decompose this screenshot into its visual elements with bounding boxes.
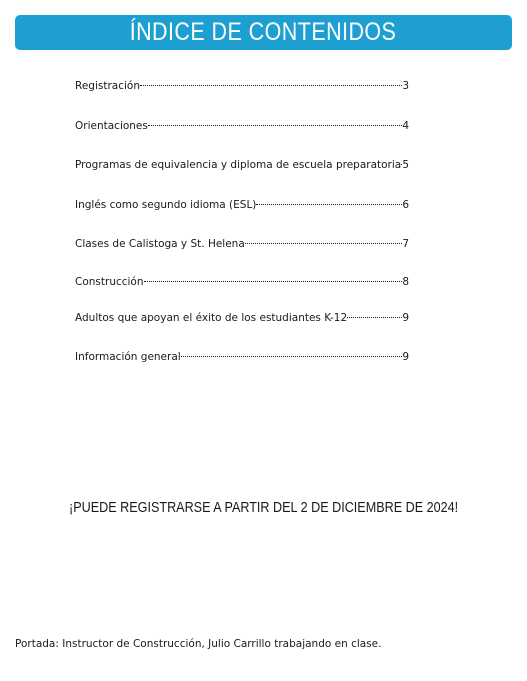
toc-entry[interactable] — [75, 271, 409, 288]
toc-entry-label: Clases de Calistoga y St. Helena — [75, 238, 245, 250]
toc-entry-page: 4 — [402, 120, 409, 132]
toc-dot-leader — [401, 154, 402, 168]
toc-entry-page: 8 — [402, 276, 409, 288]
cover-caption: Portada: Instructor de Construcción, Julio Carrillo trabajando en clase. — [15, 638, 382, 650]
toc-entry-label: Construcción — [75, 276, 144, 288]
toc-entry-label: Registración — [75, 80, 140, 92]
toc-dot-leader — [181, 346, 403, 360]
toc-entry-page: 5 — [402, 159, 409, 171]
toc-dot-leader — [144, 271, 403, 285]
toc-entry-label: Inglés como segundo idioma (ESL) — [75, 199, 257, 211]
page-title: ÍNDICE DE CONTENIDOS — [130, 18, 397, 46]
toc-dot-leader — [245, 233, 403, 247]
toc-dot-leader — [140, 75, 402, 89]
toc-entry[interactable] — [75, 233, 409, 250]
toc-entry-label: Información general — [75, 351, 181, 363]
header-banner — [15, 15, 512, 50]
toc-entry[interactable] — [75, 346, 409, 363]
toc-entry-label: Adultos que apoyan el éxito de los estudiantes K-12 — [75, 312, 348, 324]
toc-dot-leader — [256, 194, 402, 208]
registration-notice-text: ¡PUEDE REGISTRARSE A PARTIR DEL 2 DE DICIEMBRE DE 2024! — [68, 499, 459, 516]
toc-entry[interactable] — [75, 154, 409, 171]
toc-dot-leader — [148, 115, 402, 129]
toc-entry[interactable] — [75, 75, 409, 92]
toc-entry[interactable] — [75, 115, 409, 132]
toc-entry-page: 6 — [402, 199, 409, 211]
toc-entry-label: Orientaciones — [75, 120, 148, 132]
toc-entry-page: 9 — [402, 312, 409, 324]
toc-entry[interactable] — [75, 194, 409, 211]
registration-notice — [0, 499, 527, 516]
toc-entry-label: Programas de equivalencia y diploma de escuela preparatoria — [75, 159, 402, 171]
toc-dot-leader — [347, 307, 402, 321]
toc-entry-page: 7 — [402, 238, 409, 250]
toc-entry-page: 9 — [402, 351, 409, 363]
toc-entry[interactable] — [75, 307, 409, 324]
toc-entry-page: 3 — [402, 80, 409, 92]
